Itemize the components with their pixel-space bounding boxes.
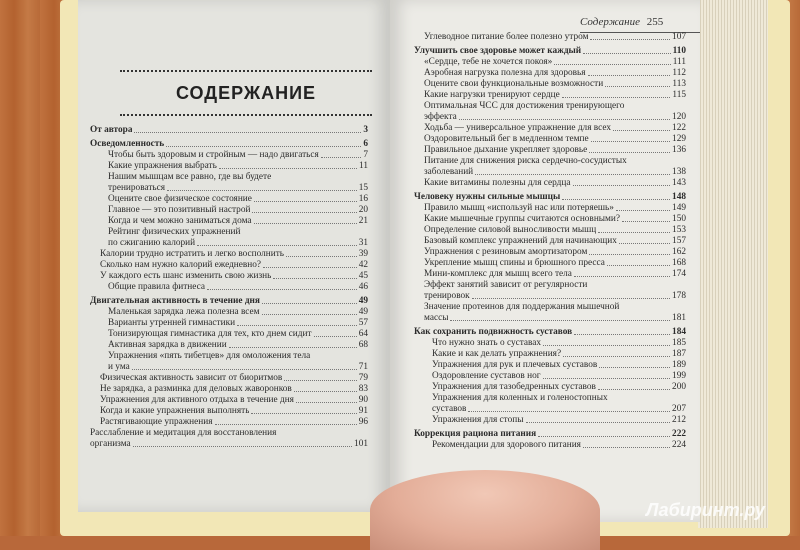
toc-leader-dots [284,380,356,381]
toc-entry [90,307,368,318]
toc-leader-dots [589,152,670,153]
toc-entry-title-cont: и ума [108,362,130,372]
toc-entry [90,318,368,329]
toc-entry [90,296,368,307]
toc-entry-title-cont: суставов [432,404,467,414]
toc-entry-title-cont: тренироваться [108,183,166,193]
toc-entry [414,192,686,203]
toc-entry [414,247,686,258]
toc-entry-title: Активная зарядка в движении [108,340,227,350]
toc-leader-dots [574,334,670,335]
toc-entry-title: Оцените свои функциональные возможности [424,79,604,89]
toc-entry-title: Человеку нужны сильные мышцы [414,192,561,202]
toc-entry-title: Сколько нам нужно калорий ежедневно? [100,260,262,270]
toc-leader-dots [254,201,357,202]
toc-entry-title: Тонизирующая гимнастика для тех, кто днем сидит [108,329,312,339]
toc-entry-page: 111 [672,57,686,67]
toc-entry-title: Растягивающие упражнения [100,417,213,427]
toc-entry [414,327,686,338]
toc-entry [90,227,368,249]
toc-leader-dots [450,320,670,321]
toc-entry-title: Укрепление мышц спины и брюшного пресса [424,258,605,268]
toc-entry-title-cont: эффекта [424,112,457,122]
toc-entry [414,46,686,57]
toc-entry [414,79,686,90]
toc-entry-page: 90 [358,395,368,405]
toc-entry-page: 187 [672,349,686,359]
toc-entry-title: Калории трудно истратить и легко восполнить [100,249,285,259]
toc-entry-page: 49 [358,296,368,306]
toc-entry-page: 189 [672,360,686,370]
toc-entry-title: Упражнения для тазобедренных суставов [432,382,596,392]
toc-entry-page: 21 [358,216,368,226]
toc-entry-page: 79 [358,373,368,383]
watermark-logo: Лабиринт.ру [646,500,765,520]
toc-entry-title: Какие витамины полезны для сердца [424,178,571,188]
toc-entry-title: Углеводное питание более полезно утром [424,32,589,42]
toc-entry-title: Упражнения «пять тибетцев» для омоложения тела [108,351,311,361]
toc-entry-page: 49 [358,307,368,317]
toc-entry-page: 148 [672,192,686,202]
toc-entry-page: 207 [672,404,686,414]
toc-entry-title-cont: тренировок [424,291,470,301]
toc-entry-title: Коррекция рациона питания [414,429,537,439]
toc-entry [90,428,368,450]
toc-entry-title: Рейтинг физических упражнений [108,227,241,237]
toc-entry [414,68,686,79]
toc-entry [414,269,686,280]
toc-leader-dots [563,356,670,357]
toc-entry-page: 16 [358,194,368,204]
toc-list-right [414,32,686,451]
toc-leader-dots [251,413,356,414]
toc-leader-dots [538,436,670,437]
toc-entry [90,384,368,395]
toc-entry [414,360,686,371]
toc-entry-page: 91 [358,406,368,416]
toc-entry-title: Упражнения с резиновым амортизатором [424,247,588,257]
toc-entry-page: 224 [672,440,686,450]
toc-entry [90,271,368,282]
toc-leader-dots [543,378,671,379]
toc-entry-page: 115 [672,90,686,100]
toc-entry-page: 3 [363,125,368,135]
toc-entry-page: 174 [672,269,686,279]
toc-entry [90,373,368,384]
toc-entry [414,280,686,302]
toc-entry-page: 200 [672,382,686,392]
toc-entry [414,32,686,43]
toc-entry-page: 222 [672,429,686,439]
toc-list-left [90,125,368,450]
toc-entry-title: Упражнения для коленных и голеностопных [432,393,608,403]
toc-entry-title: Ходьба — универсальное упражнение для всех [424,123,612,133]
toc-leader-dots [133,446,352,447]
toc-entry-title: Питание для снижения риска сердечно-сосудистых [424,156,627,166]
toc-entry-page: 129 [672,134,686,144]
toc-leader-dots [573,185,671,186]
toc-leader-dots [616,210,670,211]
running-header [580,16,700,33]
toc-entry [90,139,368,150]
toc-leader-dots [526,422,671,423]
toc-entry-title: Какие и как делать упражнения? [432,349,562,359]
toc-entry-title: Чтобы быть здоровым и стройным — надо двигаться [108,150,319,160]
toc-leader-dots [294,391,357,392]
toc-leader-dots [134,132,361,133]
toc-leader-dots [583,53,670,54]
toc-entry [414,258,686,269]
toc-entry-page: 120 [672,112,686,122]
toc-entry-page: 46 [358,282,368,292]
toc-entry-title: Какие нагрузки тренируют сердце [424,90,560,100]
toc-leader-dots [263,267,357,268]
toc-entry [414,225,686,236]
toc-entry-title: Как сохранить подвижность суставов [414,327,573,337]
toc-entry [90,172,368,194]
toc-entry [90,125,368,136]
toc-entry-page: 150 [672,214,686,224]
toc-leader-dots [590,39,670,40]
toc-entry-continuation [108,183,368,194]
toc-entry-page: 138 [672,167,686,177]
toc-entry-continuation [90,439,368,450]
page-edges [698,0,768,528]
toc-entry-page: 68 [358,340,368,350]
toc-entry [90,216,368,227]
toc-entry [414,382,686,393]
toc-entry [90,406,368,417]
toc-leader-dots [622,221,670,222]
toc-leader-dots [286,256,357,257]
toc-leader-dots [254,223,357,224]
toc-entry-title: Эффект занятий зависит от регулярности [424,280,588,290]
toc-entry-continuation [424,313,686,324]
toc-heading-frame [120,70,372,116]
toc-entry-page: 57 [358,318,368,328]
toc-leader-dots [252,212,356,213]
toc-entry [90,340,368,351]
toc-leader-dots [562,199,670,200]
toc-entry [414,90,686,101]
toc-leader-dots [619,243,670,244]
toc-entry-continuation [108,362,368,373]
toc-entry [414,415,686,426]
toc-entry-title: Не зарядка, а разминка для деловых жаворонков [100,384,292,394]
toc-entry-title: Главное — это позитивный настрой [108,205,251,215]
toc-entry-title: От автора [90,125,133,135]
toc-entry-title: Что нужно знать о суставах [432,338,542,348]
toc-entry-title: Какие мышечные группы считаются основными? [424,214,621,224]
toc-leader-dots [472,298,670,299]
toc-entry [90,329,368,340]
toc-entry [90,395,368,406]
toc-entry [414,429,686,440]
toc-entry-page: 113 [672,79,686,89]
toc-entry [90,282,368,293]
toc-entry-page: 212 [672,415,686,425]
page-number: 255 [646,16,664,28]
toc-entry-page: 42 [358,260,368,270]
toc-entry-page: 181 [672,313,686,323]
toc-leader-dots [589,254,670,255]
toc-entry-page: 184 [672,327,686,337]
toc-leader-dots [296,402,357,403]
toc-leader-dots [197,245,357,246]
toc-entry-title: Оздоровительный бег в медленном темпе [424,134,589,144]
toc-leader-dots [613,130,670,131]
toc-entry-title: «Сердце, тебе не хочется покоя» [424,57,553,67]
toc-leader-dots [598,232,670,233]
toc-leader-dots [543,345,670,346]
toc-entry-title: Базовый комплекс упражнений для начинающих [424,236,617,246]
toc-entry-title: Маленькая зарядка лежа полезна всем [108,307,260,317]
toc-entry [414,203,686,214]
toc-entry-page: 71 [358,362,368,372]
toc-entry [414,178,686,189]
toc-entry-title-cont: по сжиганию калорий [108,238,196,248]
toc-leader-dots [459,119,670,120]
toc-leader-dots [229,347,357,348]
toc-entry-title: Оптимальная ЧСС для достижения тренирующего [424,101,625,111]
toc-entry-page: 136 [672,145,686,155]
toc-leader-dots [475,174,670,175]
toc-entry-page: 15 [358,183,368,193]
toc-entry [414,440,686,451]
toc-entry-title: Правильное дыхание укрепляет здоровье [424,145,588,155]
toc-entry-page: 45 [358,271,368,281]
toc-entry-page: 157 [672,236,686,246]
toc-entry-title: Когда и чем можно заниматься дома [108,216,252,226]
toc-entry [414,393,686,415]
toc-entry-page: 110 [672,46,686,56]
toc-entry-page: 83 [358,384,368,394]
toc-entry-page: 96 [358,417,368,427]
toc-leader-dots [605,86,670,87]
toc-entry [90,417,368,428]
toc-leader-dots [166,146,361,147]
toc-entry [90,249,368,260]
toc-leader-dots [607,265,670,266]
toc-entry-page: 7 [363,150,368,160]
toc-entry-page: 64 [358,329,368,339]
toc-leader-dots [314,336,357,337]
toc-entry-title: Оздоровление суставов ног [432,371,541,381]
toc-leader-dots [554,64,670,65]
toc-entry-title: Упражнения для стопы [432,415,524,425]
toc-entry-title: Оцените свое физическое состояние [108,194,252,204]
toc-entry [414,214,686,225]
toc-entry-page: 11 [359,161,368,171]
toc-entry-page: 162 [672,247,686,257]
toc-entry [414,302,686,324]
toc-entry-page: 101 [354,439,368,449]
toc-entry-continuation [424,167,686,178]
toc-entry [414,349,686,360]
toc-entry-title: Значение протеинов для поддержания мышечной [424,302,620,312]
toc-entry [90,150,368,161]
toc-entry-page: 6 [363,139,368,149]
toc-leader-dots [215,424,357,425]
hand-holding-book [370,470,600,550]
toc-entry [414,145,686,156]
toc-entry [90,260,368,271]
toc-entry [414,236,686,247]
toc-leader-dots [588,75,671,76]
toc-entry-page: 39 [358,249,368,259]
toc-entry-title: Улучшить свое здоровье может каждый [414,46,582,56]
toc-entry-page: 149 [672,203,686,213]
toc-entry-title: Нашим мышцам все равно, где вы будете [108,172,272,182]
toc-entry-title-cont: заболеваний [424,167,474,177]
toc-leader-dots [321,157,362,158]
toc-entry [414,338,686,349]
toc-leader-dots [598,389,670,390]
toc-entry-page: 153 [672,225,686,235]
toc-entry-title: Когда и какие упражнения выполнять [100,406,250,416]
toc-leader-dots [574,276,670,277]
toc-entry-page: 122 [672,123,686,133]
toc-leader-dots [219,168,357,169]
toc-leader-dots [262,314,357,315]
toc-entry-title: Упражнения для рук и плечевых суставов [432,360,598,370]
toc-entry-page: 112 [672,68,686,78]
toc-leader-dots [132,369,357,370]
toc-entry [90,194,368,205]
toc-entry-page: 178 [672,291,686,301]
toc-entry-title: Аэробная нагрузка полезна для здоровья [424,68,586,78]
toc-entry-title: Мини-комплекс для мышц всего тела [424,269,572,279]
toc-leader-dots [583,447,670,448]
toc-leader-dots [468,411,670,412]
toc-entry-title: Правило мышц «используй нас или потеряешь» [424,203,614,213]
toc-entry [90,205,368,216]
toc-leader-dots [562,97,671,98]
toc-leader-dots [262,303,357,304]
toc-entry [414,156,686,178]
toc-leader-dots [273,278,356,279]
toc-entry-page: 185 [672,338,686,348]
toc-entry-page: 168 [672,258,686,268]
toc-entry-page: 107 [672,32,686,42]
toc-entry-title: Двигательная активность в течение дня [90,296,260,306]
toc-entry-title: Физическая активность зависит от биоритмов [100,373,283,383]
toc-entry [414,57,686,68]
toc-entry-title-cont: организма [90,439,131,449]
toc-entry-continuation [432,404,686,415]
toc-heading: СОДЕРЖАНИЕ [175,82,317,103]
toc-entry [90,351,368,373]
toc-entry-title: Какие упражнения выбрать [108,161,217,171]
toc-entry [90,161,368,172]
toc-entry-page: 143 [672,178,686,188]
running-header-title: Содержание [580,16,641,28]
toc-entry-title: Расслабление и медитация для восстановления [90,428,277,438]
toc-entry [414,123,686,134]
toc-leader-dots [237,325,357,326]
toc-entry-page: 20 [358,205,368,215]
toc-entry [414,371,686,382]
toc-entry [414,101,686,123]
toc-leader-dots [207,289,357,290]
toc-entry-continuation [424,112,686,123]
toc-entry-continuation [108,238,368,249]
toc-entry-title: Варианты утренней гимнастики [108,318,236,328]
toc-leader-dots [599,367,670,368]
toc-entry-page: 31 [358,238,368,248]
toc-entry-title: У каждого есть шанс изменить свою жизнь [100,271,272,281]
toc-entry-title: Осведомленность [90,139,165,149]
toc-entry-title: Общие правила фитнеса [108,282,205,292]
toc-leader-dots [167,190,357,191]
toc-leader-dots [591,141,670,142]
toc-entry-continuation [424,291,686,302]
toc-entry [414,134,686,145]
toc-entry-title: Рекомендации для здорового питания [432,440,581,450]
toc-entry-title: Упражнения для активного отдыха в течение дня [100,395,294,405]
toc-entry-title-cont: массы [424,313,449,323]
toc-entry-title: Определение силовой выносливости мышц [424,225,597,235]
toc-entry-page: 199 [672,371,686,381]
